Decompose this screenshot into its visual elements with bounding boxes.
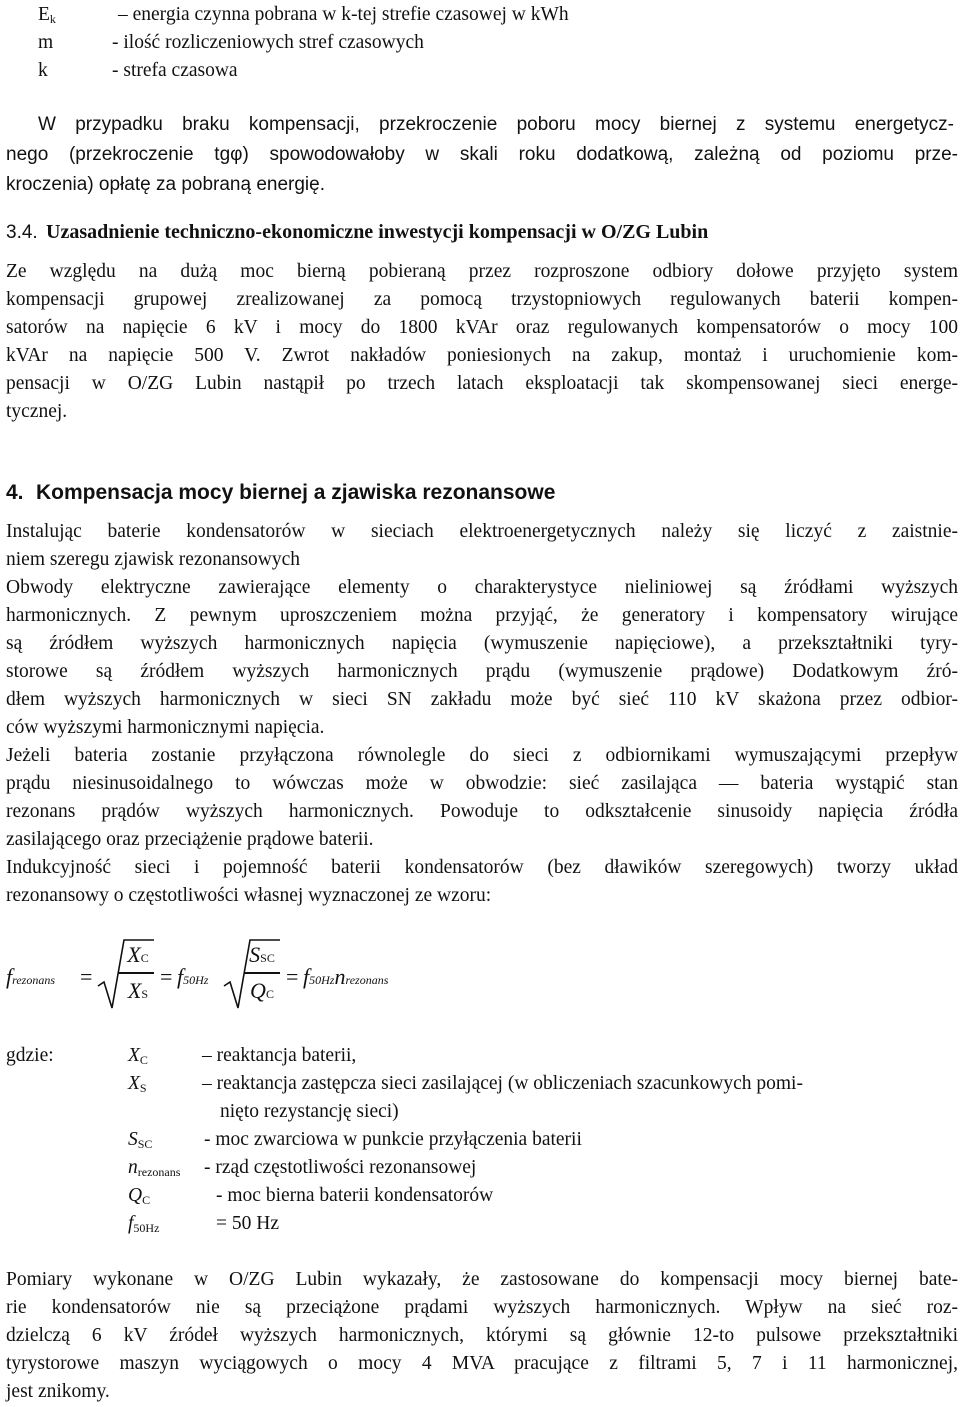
text-line: niem szeregu zjawisk rezonansowych [6, 549, 301, 570]
formula-equals-3: = [286, 964, 299, 989]
legend-symbol-ek: $E_k$ [38, 4, 56, 26]
text-line: prądu niesinusoidalnego to wówczas może w obwodzie: sieć zasilająca — bateria wystąpić stan [6, 773, 958, 794]
text-line: tyrystorowe maszyn wyciągowych o mocy 4 MVA pracujące z filtrami 5, 7 i 11 harmonicznej, [6, 1353, 958, 1374]
where-symbol: $Q_C$ [128, 1185, 151, 1207]
where-symbol: $f_{50Hz}$ [128, 1213, 160, 1235]
legend-desc-m: - ilość rozliczeniowych stref czasowych [112, 32, 424, 53]
where-desc: = 50 Hz [216, 1213, 279, 1234]
fraction-1-numerator: XC [127, 942, 149, 967]
text-line: kroczenia) opłatę za pobraną energię. [6, 174, 325, 195]
text-line: kompensacji grupowej zrealizowanej za pomocą trzystopniowych regulowanych baterii kompen- [6, 289, 958, 310]
legend-desc-k: - strefa czasowa [112, 60, 238, 81]
fraction-1-denominator: XS [127, 978, 149, 1003]
text-line: harmonicznych. Z pewnym uproszczeniem można przyjąć, że generatory i kompensatory wirujące [6, 605, 958, 626]
text-line: dzielczą 6 kV źródeł wyższych harmonicznych, którymi są głównie 12-to pulsowe przekształtniki [6, 1325, 958, 1346]
text-line: zasilającego oraz przeciążenie prądowe baterii. [6, 829, 374, 850]
where-symbol: $X_S$ [128, 1073, 147, 1095]
text-line: storowe są źródłem wyższych harmonicznych prądu (wymuszenie prądowe) Dodatkowym źró- [6, 661, 958, 682]
fraction-bar-2 [244, 972, 280, 974]
text-line: nego (przekroczenie tgφ) spowodowałoby w skali roku dodatkową, zależną od poziomu prze- [6, 144, 958, 165]
formula-lhs: frezonans [6, 964, 56, 989]
legend-symbol-k: k [38, 60, 48, 81]
where-desc: - rząd częstotliwości rezonansowej [204, 1157, 477, 1178]
section-number-4: 4. [6, 481, 24, 504]
legend-desc-ek: – energia czynna pobrana w k-tej strefie czasowej w kWh [118, 4, 569, 25]
text-line: ców wyższymi harmonicznymi napięcia. [6, 717, 325, 738]
where-symbol: $n_{rezonans}$ [128, 1157, 181, 1179]
text-line: rezonans prądów wyższych harmonicznych. Powoduje to odkształcenie sinusoidy napięcia źródła [6, 801, 958, 822]
text-line: satorów na napięcie 6 kV i mocy do 1800 kVAr oraz regulowanych kompensatorów o mocy 100 [6, 317, 958, 338]
text-line: Indukcyjność sieci i pojemność baterii kondensatorów (bez dławików szeregowych) tworzy układ [6, 857, 958, 878]
formula-equals-1: = [80, 964, 93, 989]
section-title-3-4: Uzasadnienie techniczno-ekonomiczne inwestycji kompensacji w O/ZG Lubin [46, 221, 709, 243]
section-number-3-4: 3.4. [6, 222, 38, 243]
section-title-4: Kompensacja mocy biernej a zjawiska rezonansowe [36, 481, 556, 504]
where-desc: – reaktancja baterii, [202, 1045, 357, 1066]
legend-symbol-m: m [38, 32, 54, 53]
where-symbol: $X_C$ [128, 1045, 148, 1067]
where-desc: – reaktancja zastępcza sieci zasilającej (w obliczeniach szacunkowych pomi- [202, 1073, 803, 1094]
fraction-2-denominator: QC [250, 978, 274, 1003]
text-line: Ze względu na dużą moc bierną pobieraną przez rozproszone odbiory dołowe przyjęto system [6, 261, 958, 282]
text-line: rie kondensatorów nie są przeciążone prądami wyższych harmonicznych. Wpływ na sieć roz- [6, 1297, 958, 1318]
where-desc: - moc zwarciowa w punkcie przyłączenia baterii [204, 1129, 582, 1150]
text-line: Jeżeli bateria zostanie przyłączona równolegle do sieci z odbiornikami wymuszającymi przepływ [6, 745, 958, 766]
text-line: kVAr na napięcie 500 V. Zwrot nakładów poniesionych na zakup, montaż i uruchomienie kom- [6, 345, 958, 366]
text-line: Instalując baterie kondensatorów w sieciach elektroenergetycznych należy się liczyć z zaistnie- [6, 521, 958, 542]
text-line: dłem wyższych harmonicznych w sieci SN zakładu może być sieć 110 kV skażona przez odbior- [6, 689, 958, 710]
text-line: jest znikomy. [6, 1381, 110, 1402]
where-desc: - moc bierna baterii kondensatorów [216, 1185, 494, 1206]
where-label: gdzie: [6, 1045, 54, 1066]
text-line: tycznej. [6, 401, 68, 422]
formula-f50-1: f50Hz [177, 964, 209, 989]
text-line: rezonansowy o częstotliwości własnej wyznaczonej ze wzoru: [6, 885, 492, 906]
formula-f50-2: f50Hznrezonans [303, 964, 389, 989]
where-desc-continued: nięto rezystancję sieci) [220, 1101, 399, 1122]
fraction-bar-1 [118, 972, 154, 974]
text-line: Pomiary wykonane w O/ZG Lubin wykazały, że zastosowane do kompensacji mocy biernej bate- [6, 1269, 958, 1290]
text-line: pensacji w O/ZG Lubin nastąpił po trzech latach eksploatacji tak skompensowanej sieci energe- [6, 373, 958, 394]
text-line: W przypadku braku kompensacji, przekroczenie poboru mocy biernej z systemu energetycz- [38, 114, 954, 135]
text-line: są źródłem wyższych harmonicznych napięcia (wymuszenie napięciowe), a przekształtniki tyry- [6, 633, 958, 654]
text-line: Obwody elektryczne zawierające elementy o charakterystyce nieliniowej są źródłami wyższych [6, 577, 958, 598]
where-symbol: $S_{SC}$ [128, 1129, 153, 1151]
formula-equals-2: = [160, 964, 173, 989]
fraction-2-numerator: SSC [249, 942, 275, 967]
